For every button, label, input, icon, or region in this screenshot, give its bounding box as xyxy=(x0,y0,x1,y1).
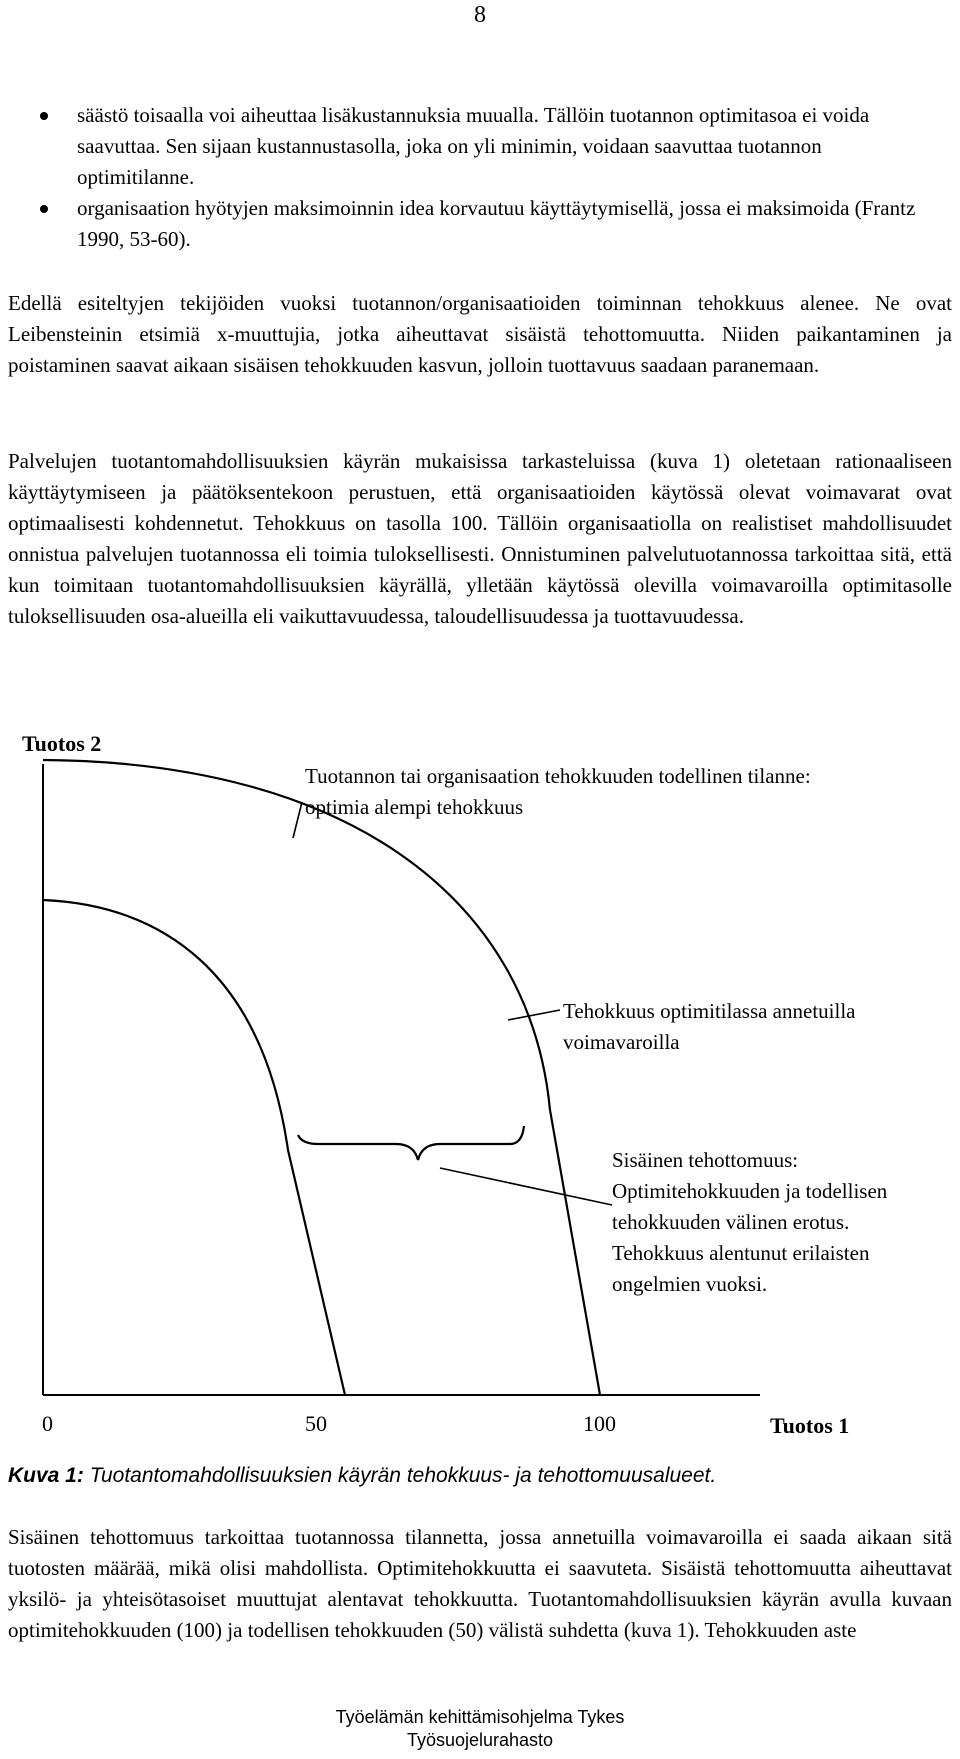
caption-label: Kuva 1: xyxy=(8,1464,84,1487)
pointer-line-optimal xyxy=(508,1010,560,1020)
x-tick-label: 100 xyxy=(583,1411,616,1436)
page-number: 8 xyxy=(474,2,486,28)
annotation-actual-efficiency: Tuotannon tai organisaation tehokkuuden todellinen tilanne: optimia alempi tehokkuus xyxy=(305,764,811,819)
annotation-optimal-efficiency: Tehokkuus optimitilassa annetuilla voimavaroilla xyxy=(563,999,856,1054)
bullet-icon xyxy=(40,205,48,213)
caption-text: Tuotantomahdollisuuksien käyrän tehokkuus- ja tehottomuusalueet. xyxy=(89,1464,717,1487)
production-possibility-figure xyxy=(0,720,960,1460)
optimal-efficiency-curve xyxy=(43,760,600,1395)
footer-line: Työsuojelurahasto xyxy=(406,1730,554,1750)
paragraph: Sisäinen tehottomuus tarkoittaa tuotannossa tilannetta, jossa annetuilla voimavaroilla ei saada aikaan sitä tuotosten määrää, mikä olisi mahdollista. Optimitehokkuutta ei saavuteta. Sisäistä tehottomuutta aiheuttavat yksilö- ja yhteisötasoiset muuttujat alentavat tehokkuutta. Tuotantomahdollisuuksien käyrän avulla kuvaan optimitehokkuuden (100) ja todellisen tehokkuuden (50) välistä suhdetta (kuva 1). Tehokkuuden aste xyxy=(8,1525,952,1642)
actual-efficiency-curve xyxy=(43,900,345,1395)
figure-drawing xyxy=(0,720,960,1460)
bullet-list xyxy=(40,100,920,255)
x-tick-label: 0 xyxy=(42,1411,53,1436)
bullet-text: organisaation hyötyjen maksimoinnin idea korvautuu käyttäytymisellä, jossa ei maksimoida (Frantz 1990, 53-60). xyxy=(77,196,916,251)
bullet-text: säästö toisaalla voi aiheuttaa lisäkustannuksia muualla. Tällöin tuotannon optimitasoa ei voida saavuttaa. Sen sijaan kustannustasolla, joka on yli minimin, voidaan saavuttaa tuotannon optimitilanne. xyxy=(77,103,870,189)
bullet-icon xyxy=(40,112,48,120)
pointer-line-inefficiency xyxy=(440,1168,612,1205)
bullet-item xyxy=(40,193,920,255)
bullet-item xyxy=(40,100,920,193)
figure-caption xyxy=(8,1464,952,1488)
paragraph: Edellä esiteltyjen tekijöiden vuoksi tuotannon/organisaatioiden toiminnan tehokkuus alenee. Ne ovat Leibensteinin etsimiä x-muuttujia, jotka aiheuttavat sisäistä tehottomuutta. Niiden paikantaminen ja poistaminen saavat aikaan sisäisen tehokkuuden kasvun, jolloin tuottavuus saadaan paranemaan. xyxy=(8,291,952,377)
x-tick-label: 50 xyxy=(305,1411,327,1436)
y-axis-label: Tuotos 2 xyxy=(22,731,102,756)
page-footer xyxy=(0,1706,960,1752)
pointer-line-actual xyxy=(293,802,302,838)
x-axis-label: Tuotos 1 xyxy=(770,1413,850,1438)
inefficiency-brace xyxy=(298,1126,524,1160)
annotation-internal-inefficiency: Sisäinen tehottomuus: Optimitehokkuuden ja todellisen tehokkuuden välinen erotus. Tehokkuus alentunut erilaisten ongelmien vuoksi. xyxy=(612,1148,888,1296)
paragraph: Palvelujen tuotantomahdollisuuksien käyrän mukaisissa tarkasteluissa (kuva 1) oletetaan rationaaliseen käyttäytymiseen ja päätöksentekoon perustuen, että organisaatioiden käytössä olevat voimavarat ovat optimaalisesti kohdennetut. Tehokkuus on tasolla 100. Tällöin organisaatiolla on realistiset mahdollisuudet onnistua palvelujen tuotannossa eli toimia tuloksellisesti. Onnistuminen palvelutuotannossa tarkoittaa sitä, että kun toimitaan tuotantomahdollisuuksien käyrällä, ylletään käytössä olevilla voimavaroilla optimitasolle tuloksellisuuden osa-alueilla eli vaikuttavuudessa, taloudellisuudessa ja tuottavuudessa. xyxy=(8,449,952,628)
footer-line: Työelämän kehittämisohjelma Tykes xyxy=(335,1707,625,1727)
